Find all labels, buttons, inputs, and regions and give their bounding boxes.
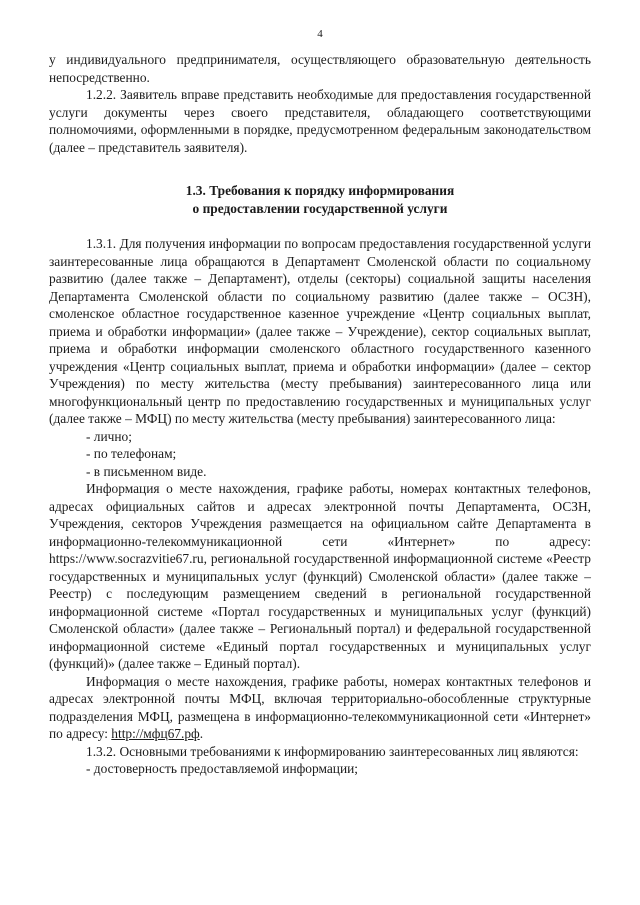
- list-item: - достоверность предоставляемой информации;: [86, 761, 359, 776]
- paragraph-info-mfc-end: .: [199, 726, 204, 741]
- document-body: [49, 51, 591, 778]
- list-item: - лично;: [86, 428, 132, 444]
- paragraph-info-department: Информация о месте нахождения, графике работы, номерах контактных телефонов, адресах официальных сайтов и адресах электронной почты Департамента, ОСЗН, Учреждения, секторов Учреждения размещается на официальном сайте Департамента в информационно-телекоммуникационной сети «Интернет» по адресу: https://www.socrazvitie67.ru, региональной государственной информационной системе «Реестр государственных и муниципальных услуг (функций) Смоленской области» (далее также – Реестр) с последующим размещением сведений в региональной государственной информационной системе «Портал государственных и муниципальных услуг (функций) Смоленской области» (далее также – Региональный портал) и федеральной государственной информационной системе «Единый портал государственных и муниципальных услуг (функций)» (далее также – Единый портал).: [49, 481, 591, 671]
- heading-line-1: 1.3. Требования к порядку информирования: [185, 183, 455, 198]
- paragraph-1-3-2: 1.3.2. Основными требованиями к информированию заинтересованных лиц являются:: [86, 743, 579, 759]
- paragraph-info-mfc-text: Информация о месте нахождения, графике работы, номерах контактных телефонов и адресах электронной почты МФЦ, включая территориально-обособленные структурные подразделения МФЦ, размещена в информационно-телекоммуникационной сети «Интернет» по адресу:: [49, 673, 591, 741]
- heading-line-2: о предоставлении государственной услуги: [192, 201, 448, 216]
- paragraph-continuation: у индивидуального предпринимателя, осуществляющего образовательную деятельность непосредственно.: [49, 52, 591, 85]
- paragraph-1-2-2: 1.2.2. Заявитель вправе представить необходимые для предоставления государственной услуги документы через своего представителя, обладающего соответствующими полномочиями, оформленными в порядке, предусмотренном федеральным законодательством (далее – представитель заявителя).: [49, 87, 591, 155]
- list-item: - по телефонам;: [86, 446, 177, 461]
- mfc-website-link[interactable]: http://мфц67.рф: [111, 726, 200, 741]
- paragraph-info-mfc: [49, 673, 591, 743]
- page-number: 4: [317, 28, 323, 40]
- section-heading: [49, 182, 591, 218]
- list-item: - в письменном виде.: [86, 463, 207, 479]
- paragraph-1-3-1: 1.3.1. Для получения информации по вопросам предоставления государственной услуги заинтересованные лица обращаются в Департамент Смоленской области по социальному развитию (далее также – Департамент), отделы (секторы) социальной защиты населения Департамента Смоленской области по социальному развитию (далее также – ОСЗН), смоленское областное государственное казенное учреждение «Центр социальных выплат, приема и обработки информации» (далее также – Учреждение), сектор социальных выплат, приема и обработки информации смоленского областного государственного казенного учреждения «Центр социальных выплат, приема и обработки информации» (далее – сектор Учреждения) по месту жительства (месту пребывания) заинтересованного лица или многофункциональный центр по предоставлению государственных и муниципальных услуг (далее также – МФЦ) по месту жительства (месту пребывания) заинтересованного лица:: [49, 236, 591, 426]
